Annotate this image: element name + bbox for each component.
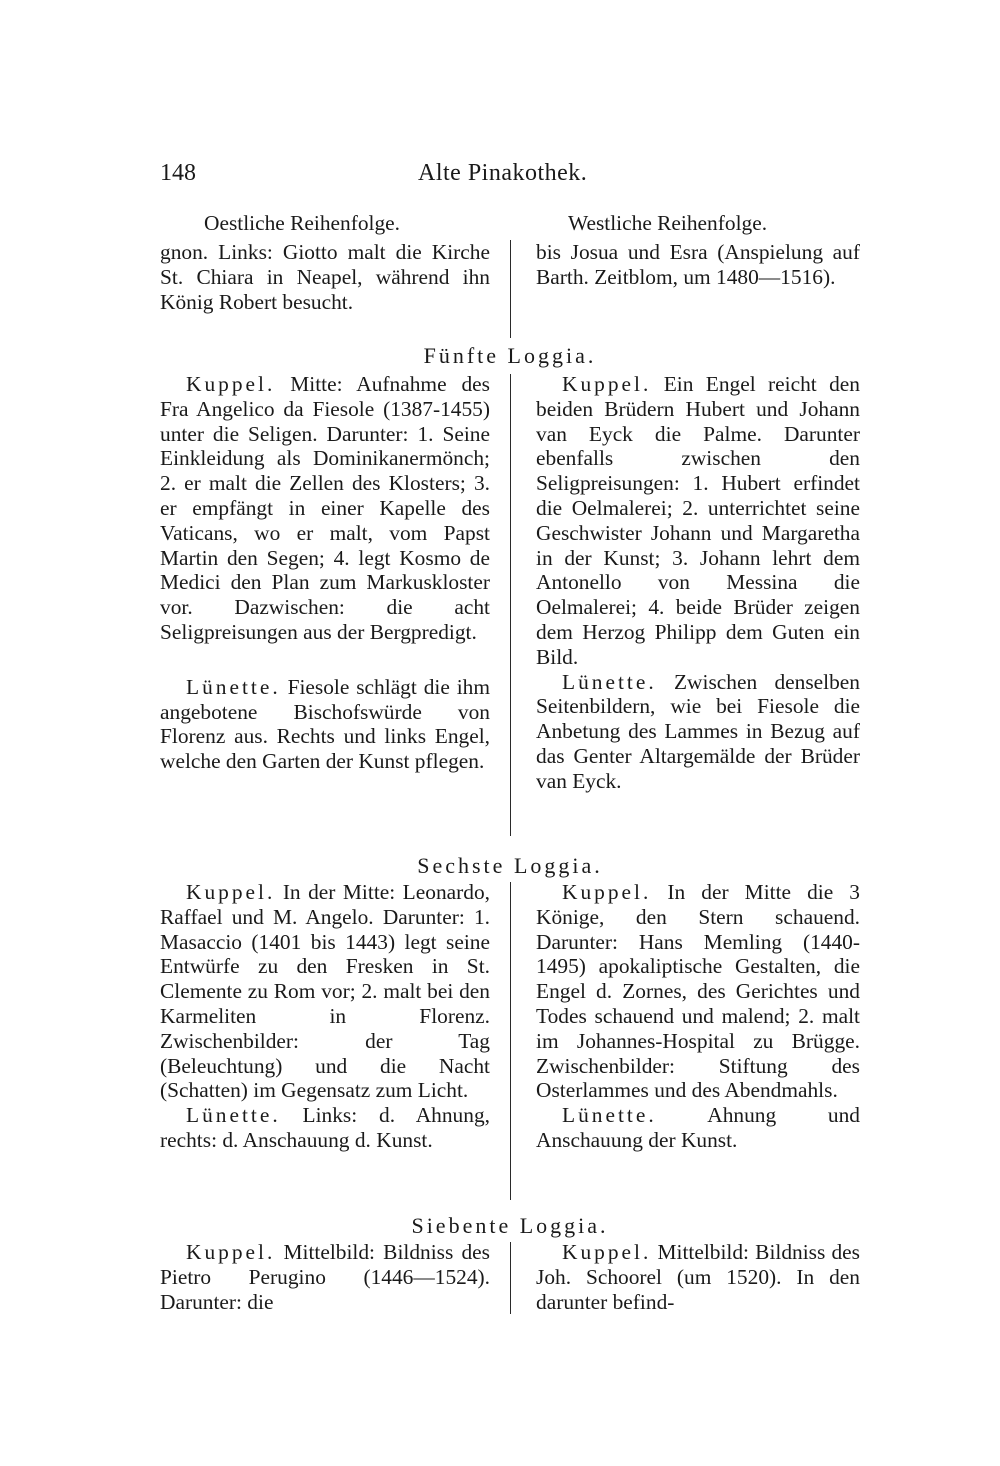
running-head xyxy=(160,158,860,188)
section-fuenfte-loggia xyxy=(160,372,860,852)
book-title: Alte Pinakothek. xyxy=(418,160,588,186)
section-heading-siebente-loggia: Siebente Loggia. xyxy=(411,1213,609,1238)
paragraph: gnon. Links: Giotto malt die Kirche St. Chiara in Neapel, während ihn König Robert besucht. xyxy=(160,240,490,314)
entry-label: Lünette. xyxy=(562,669,657,694)
entry-text: Fiesole schlägt die ihm angebotene Bischofswürde von Florenz aus. Rechts und links Engel, welche den Garten der Kunst pflegen. xyxy=(160,674,490,774)
paragraph-luenette xyxy=(536,670,860,794)
entry-text: Mittelbild: Bildniss des Joh. Schoorel (um 1520). In den darunter befind- xyxy=(536,1240,860,1314)
right-column-title: Westliche Reihenfolge. xyxy=(568,211,768,235)
section-sechste-loggia xyxy=(160,880,860,1210)
entry-label: Kuppel. xyxy=(562,1240,652,1264)
paragraph-luenette xyxy=(160,1103,490,1153)
entry-label: Kuppel. xyxy=(186,880,276,904)
paragraph-kuppel xyxy=(160,880,490,1103)
intro-block xyxy=(160,210,860,340)
entry-text: Mittelbild: Bildniss des Pietro Perugino (1446—1524). Darunter: die xyxy=(160,1240,490,1314)
entry-text: Links: d. Ahnung, rechts: d. Anschauung d. Kunst. xyxy=(160,1103,490,1152)
left-column-title: Oestliche Reihenfolge. xyxy=(204,211,401,235)
entry-label: Lünette. xyxy=(186,674,281,699)
intro-right-text xyxy=(536,240,860,290)
intro-left-text xyxy=(160,240,490,314)
section-siebente-loggia xyxy=(160,1240,860,1330)
left-column xyxy=(160,372,490,774)
paragraph-kuppel xyxy=(160,1240,490,1314)
entry-label: Lünette. xyxy=(186,1103,281,1128)
entry-label: Kuppel. xyxy=(562,372,652,396)
paragraph-kuppel xyxy=(160,372,490,645)
right-column xyxy=(536,372,860,794)
left-column xyxy=(160,1240,490,1314)
entry-text: In der Mitte die 3 Könige, den Stern schauend. Darunter: Hans Memling (1440-1495) apokaliptische Gestalten, die Engel d. Zornes, des Gerichtes und Todes schauend und malend; 2. malt im Johannes-Hospital zu Brügge. Zwischenbilder: Stiftung des Osterlammes und des Abendmahls. xyxy=(536,880,860,1103)
paragraph-luenette xyxy=(160,675,490,774)
left-column xyxy=(160,880,490,1153)
paragraph-kuppel xyxy=(536,372,860,670)
entry-label: Kuppel. xyxy=(186,1240,276,1264)
page-number: 148 xyxy=(160,160,196,186)
section-heading-sechste-loggia: Sechste Loggia. xyxy=(417,853,603,878)
entry-label: Kuppel. xyxy=(562,880,652,904)
entry-text: In der Mitte: Leonardo, Raffael und M. Angelo. Darunter: 1. Masaccio (1401 bis 1443) legt seine Entwürfe zu den Fresken in St. Clemente zu Rom vor; 2. malt bei den Karmeliten in Florenz. Zwischenbilder: der Tag (Beleuchtung) und die Nacht (Schatten) im Gegensatz zum Licht. xyxy=(160,880,490,1103)
paragraph: bis Josua und Esra (Anspielung auf Barth. Zeitblom, um 1480—1516). xyxy=(536,240,860,289)
entry-text: Ein Engel reicht den beiden Brüdern Hubert und Johann van Eyck die Palme. Darunter ebenfalls zwischen den Seligpreisungen: 1. Hubert erfindet die Oelmalerei; 2. unterrichtet seine Geschwister Johann und Margaretha in der Kunst; 3. Johann lehrt dem Antonello von Messina die Oelmalerei; 4. beide Brüder zeigen dem Herzog Philipp dem Guten ein Bild. xyxy=(536,372,860,669)
entry-text: Ahnung und Anschauung der Kunst. xyxy=(536,1103,860,1152)
section-heading-fuenfte-loggia: Fünfte Loggia. xyxy=(423,343,597,368)
paragraph-kuppel xyxy=(536,880,860,1103)
entry-label: Kuppel. xyxy=(186,372,276,396)
right-column xyxy=(536,1240,860,1314)
entry-label: Lünette. xyxy=(562,1103,657,1128)
paragraph-luenette xyxy=(536,1103,860,1153)
entry-text: Mitte: Aufnahme des Fra Angelico da Fiesole (1387-1455) unter die Seligen. Darunter: 1. Seine Einkleidung als Dominikanermönch; 2. er malt die Zellen des Klosters; 3. er empfängt in einer Kapelle des Vaticans, wo er malt, vom Papst Martin den Segen; 4. legt Kosmo de Medici den Plan zum Markuskloster vor. Dazwischen: die acht Seligpreisungen aus der Bergpredigt. xyxy=(160,372,490,644)
right-column xyxy=(536,880,860,1153)
entry-text: Zwischen denselben Seitenbildern, wie bei Fiesole die Anbetung des Lammes in Bezug auf das Genter Altargemälde der Brüder van Eyck. xyxy=(536,669,860,793)
paragraph-kuppel xyxy=(536,1240,860,1314)
